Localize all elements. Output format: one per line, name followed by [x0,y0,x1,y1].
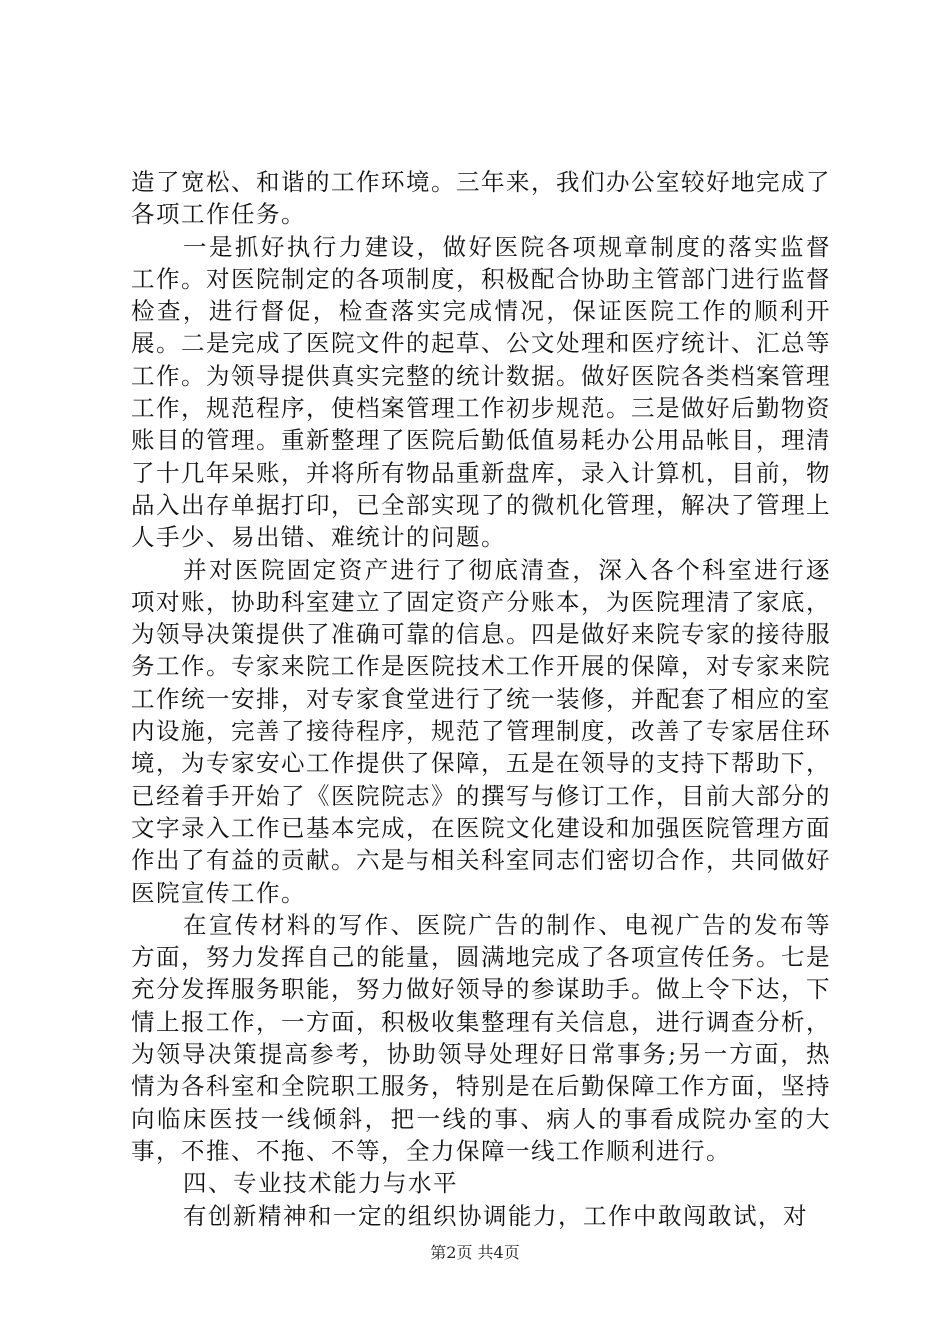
paragraph-four: 有创新精神和一定的组织协调能力，工作中敢闯敢试，对 [183,1201,808,1230]
paragraph-two: 并对医院固定资产进行了彻底清查，深入各个科室进行逐项对账，协助科室建立了固定资产分账本，为医院理清了家底，为领导决策提供了准确可靠的信息。四是做好来院专家的接待服务工作。专家来院工作是医院技术工作开展的保障，对专家来院工作统一安排，对专家食堂进行了统一装修，并配套了相应的室内设施，完善了接待程序，规范了管理制度，改善了专家居住环境，为专家安心工作提供了保障，五是在领导的支持下帮助下，已经着手开始了《医院院志》的撰写与修订工作，目前大部分的文字录入工作已基本完成，在医院文化建设和加强医院管理方面作出了有益的贡献。六是与相关科室同志们密切合作，共同做好医院宣传工作。 [131,555,831,907]
paragraph-continuation: 造了宽松、和谐的工作环境。三年来，我们办公室较好地完成了各项工作任务。 [131,168,831,229]
section-heading: 四、专业技术能力与水平 [183,1169,458,1198]
paragraph-three: 在宣传材料的写作、医院广告的制作、电视广告的发布等方面，努力发挥自己的能量，圆满地完成了各项宣传任务。七是充分发挥服务职能，努力做好领导的参谋助手。做上令下达，下情上报工作，一方面，积极收集整理有关信息，进行调查分析，为领导决策提高参考，协助领导处理好日常事务;另一方面，热情为各科室和全院职工服务，特别是在后勤保障工作方面，坚持向临床医技一线倾斜，把一线的事、病人的事看成院办室的大事，不推、不拖、不等，全力保障一线工作顺利进行。 [131,910,831,1165]
page-footer: 第2页 共4页 [430,1243,520,1262]
paragraph-one: 一是抓好执行力建设，做好医院各项规章制度的落实监督工作。对医院制定的各项制度，积极配合协助主管部门进行监督检查，进行督促，检查落实完成情况，保证医院工作的顺利开展。二是完成了医院文件的起草、公文处理和医疗统计、汇总等工作。为领导提供真实完整的统计数据。做好医院各类档案管理工作，规范程序，使档案管理工作初步规范。三是做好后勤物资账目的管理。重新整理了医院后勤低值易耗办公用品帐目，理清了十几年呆账，并将所有物品重新盘库，录入计算机，目前，物品入出存单据打印，已全部实现了的微机化管理，解决了管理上人手少、易出错、难统计的问题。 [131,232,831,552]
document-body [131,166,831,1232]
